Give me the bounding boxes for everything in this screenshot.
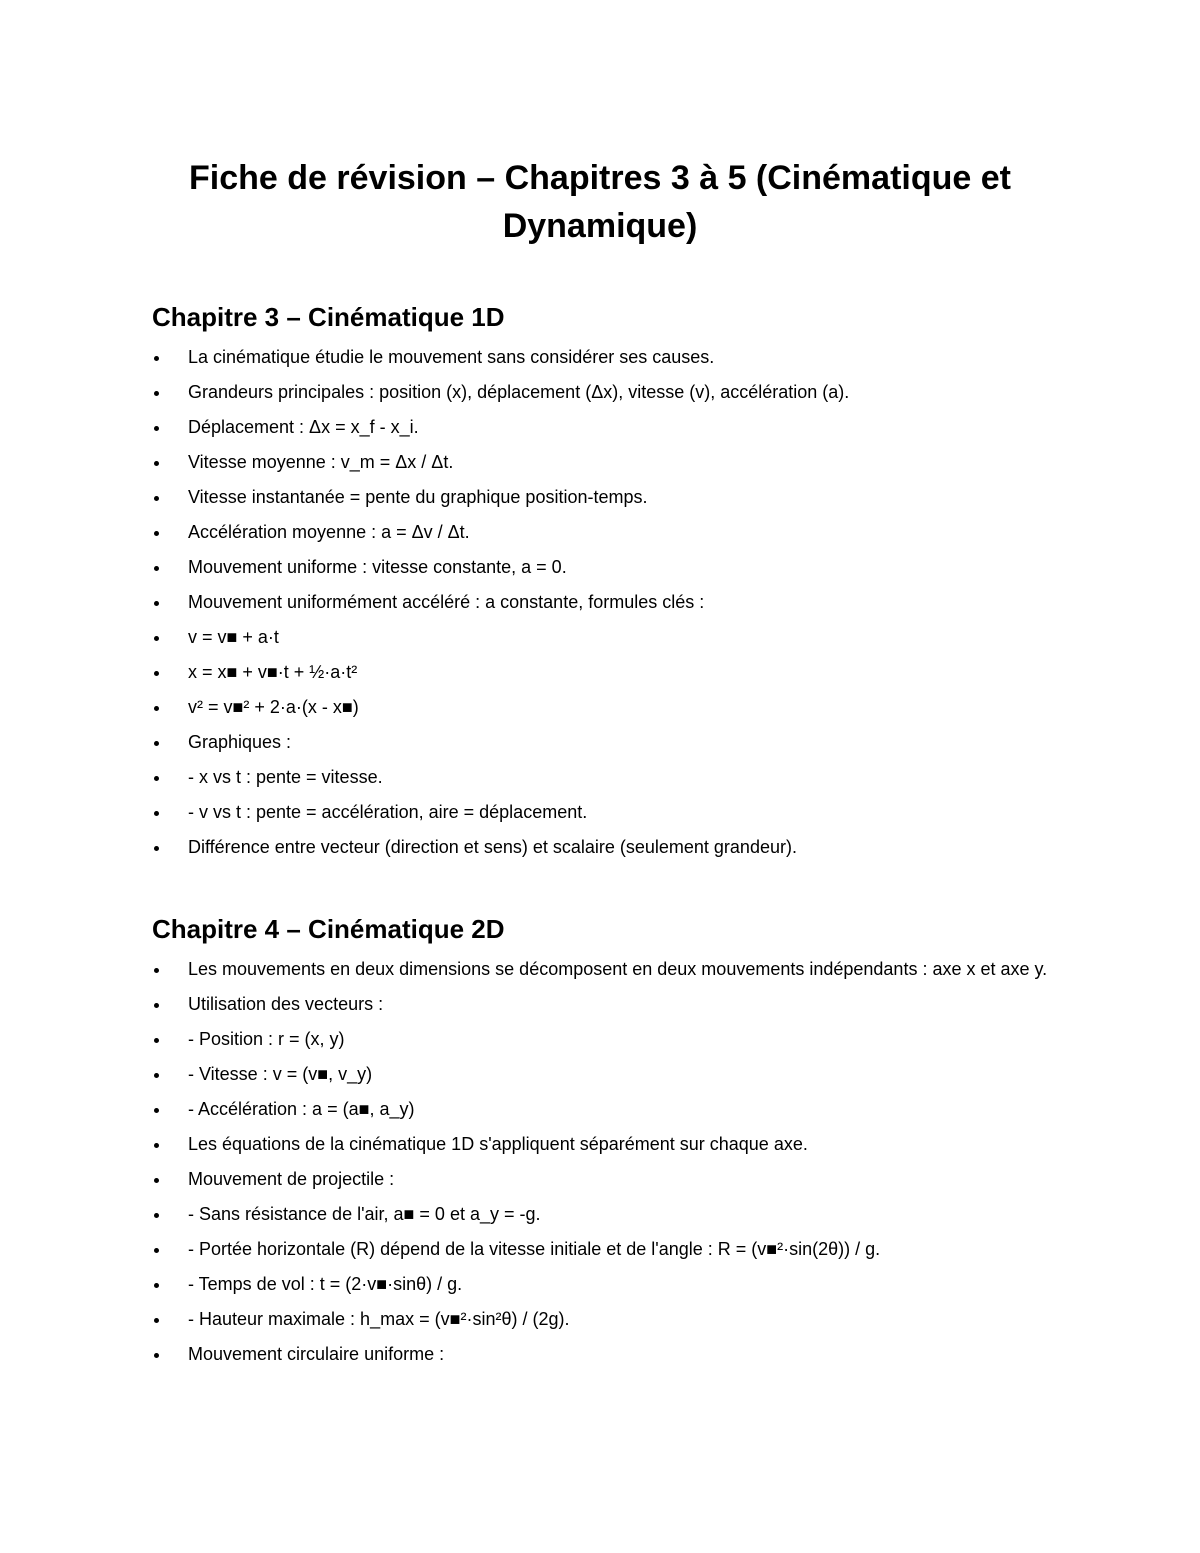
list-item-text: Grandeurs principales : position (x), déplacement (Δx), vitesse (v), accélération (a). bbox=[188, 382, 850, 402]
list-item-text: - x vs t : pente = vitesse. bbox=[188, 767, 383, 787]
list-item bbox=[152, 556, 1052, 579]
bullet-icon bbox=[154, 1248, 159, 1253]
list-item bbox=[152, 696, 1052, 719]
bullet-icon bbox=[154, 636, 159, 641]
list-item bbox=[152, 993, 1052, 1016]
list-item-text: - Hauteur maximale : h_max = (v■²·sin²θ) / (2g). bbox=[188, 1309, 570, 1329]
list-item-text: x = x■ + v■·t + ½·a·t² bbox=[188, 662, 358, 682]
bullet-icon bbox=[154, 968, 159, 973]
list-item-text: - Portée horizontale (R) dépend de la vitesse initiale et de l'angle : R = (v■²·sin(2θ)) / g. bbox=[188, 1239, 881, 1259]
bullet-icon bbox=[154, 776, 159, 781]
list-item-text: - v vs t : pente = accélération, aire = déplacement. bbox=[188, 802, 588, 822]
list-item bbox=[152, 451, 1052, 474]
list-item-text: - Accélération : a = (a■, a_y) bbox=[188, 1099, 415, 1119]
list-item bbox=[152, 591, 1052, 614]
list-item bbox=[152, 1098, 1052, 1121]
list-item bbox=[152, 661, 1052, 684]
list-item-text: Accélération moyenne : a = Δv / Δt. bbox=[188, 522, 470, 542]
bullet-icon bbox=[154, 1283, 159, 1288]
list-item bbox=[152, 626, 1052, 649]
bullet-icon bbox=[154, 1213, 159, 1218]
list-item-text: v² = v■² + 2·a·(x - x■) bbox=[188, 697, 359, 717]
list-item-text: Les mouvements en deux dimensions se décomposent en deux mouvements indépendants : axe x et axe y. bbox=[188, 959, 1048, 979]
list-item bbox=[152, 766, 1052, 789]
chapter-3-list bbox=[152, 346, 1052, 871]
bullet-icon bbox=[154, 1178, 159, 1183]
list-item bbox=[152, 836, 1052, 859]
bullet-icon bbox=[154, 496, 159, 501]
list-item bbox=[152, 731, 1052, 754]
bullet-icon bbox=[154, 1108, 159, 1113]
bullet-icon bbox=[154, 601, 159, 606]
list-item-text: Mouvement de projectile : bbox=[188, 1169, 395, 1189]
list-item-text: Graphiques : bbox=[188, 732, 292, 752]
bullet-icon bbox=[154, 1318, 159, 1323]
bullet-icon bbox=[154, 741, 159, 746]
list-item-text: Vitesse instantanée = pente du graphique position-temps. bbox=[188, 487, 648, 507]
bullet-icon bbox=[154, 566, 159, 571]
bullet-icon bbox=[154, 461, 159, 466]
bullet-icon bbox=[154, 1143, 159, 1148]
chapter-4-heading: Chapitre 4 – Cinématique 2D bbox=[152, 914, 505, 944]
bullet-icon bbox=[154, 671, 159, 676]
bullet-icon bbox=[154, 1353, 159, 1358]
list-item-text: - Temps de vol : t = (2·v■·sinθ) / g. bbox=[188, 1274, 463, 1294]
list-item-text: Différence entre vecteur (direction et sens) et scalaire (seulement grandeur). bbox=[188, 837, 797, 857]
list-item bbox=[152, 416, 1052, 439]
bullet-icon bbox=[154, 1038, 159, 1043]
list-item bbox=[152, 1168, 1052, 1191]
list-item-text: Mouvement uniforme : vitesse constante, a = 0. bbox=[188, 557, 567, 577]
list-item bbox=[152, 1308, 1052, 1331]
list-item bbox=[152, 1273, 1052, 1296]
list-item-text: Vitesse moyenne : v_m = Δx / Δt. bbox=[188, 452, 454, 472]
list-item-text: - Sans résistance de l'air, a■ = 0 et a_y = -g. bbox=[188, 1204, 541, 1224]
chapter-4-list bbox=[152, 958, 1052, 1378]
list-item bbox=[152, 1063, 1052, 1086]
list-item bbox=[152, 521, 1052, 544]
chapter-3-heading: Chapitre 3 – Cinématique 1D bbox=[152, 302, 505, 332]
list-item-text: - Vitesse : v = (v■, v_y) bbox=[188, 1064, 373, 1084]
list-item bbox=[152, 1343, 1052, 1366]
list-item-text: Utilisation des vecteurs : bbox=[188, 994, 384, 1014]
list-item-text: - Position : r = (x, y) bbox=[188, 1029, 345, 1049]
list-item-text: v = v■ + a·t bbox=[188, 627, 279, 647]
list-item bbox=[152, 958, 1052, 981]
list-item bbox=[152, 1238, 1052, 1261]
document-title: Fiche de révision – Chapitres 3 à 5 (Cinématique et Dynamique) bbox=[189, 159, 1011, 245]
list-item-text: Déplacement : Δx = x_f - x_i. bbox=[188, 417, 419, 437]
bullet-icon bbox=[154, 531, 159, 536]
list-item bbox=[152, 381, 1052, 404]
list-item-text: Mouvement uniformément accéléré : a constante, formules clés : bbox=[188, 592, 705, 612]
bullet-icon bbox=[154, 811, 159, 816]
bullet-icon bbox=[154, 846, 159, 851]
bullet-icon bbox=[154, 1003, 159, 1008]
bullet-icon bbox=[154, 426, 159, 431]
bullet-icon bbox=[154, 391, 159, 396]
bullet-icon bbox=[154, 356, 159, 361]
list-item-text: Les équations de la cinématique 1D s'appliquent séparément sur chaque axe. bbox=[188, 1134, 808, 1154]
list-item bbox=[152, 486, 1052, 509]
list-item bbox=[152, 1028, 1052, 1051]
bullet-icon bbox=[154, 1073, 159, 1078]
list-item bbox=[152, 1203, 1052, 1226]
list-item-text: La cinématique étudie le mouvement sans considérer ses causes. bbox=[188, 347, 715, 367]
list-item-text: Mouvement circulaire uniforme : bbox=[188, 1344, 445, 1364]
list-item bbox=[152, 346, 1052, 369]
bullet-icon bbox=[154, 706, 159, 711]
list-item bbox=[152, 1133, 1052, 1156]
list-item bbox=[152, 801, 1052, 824]
